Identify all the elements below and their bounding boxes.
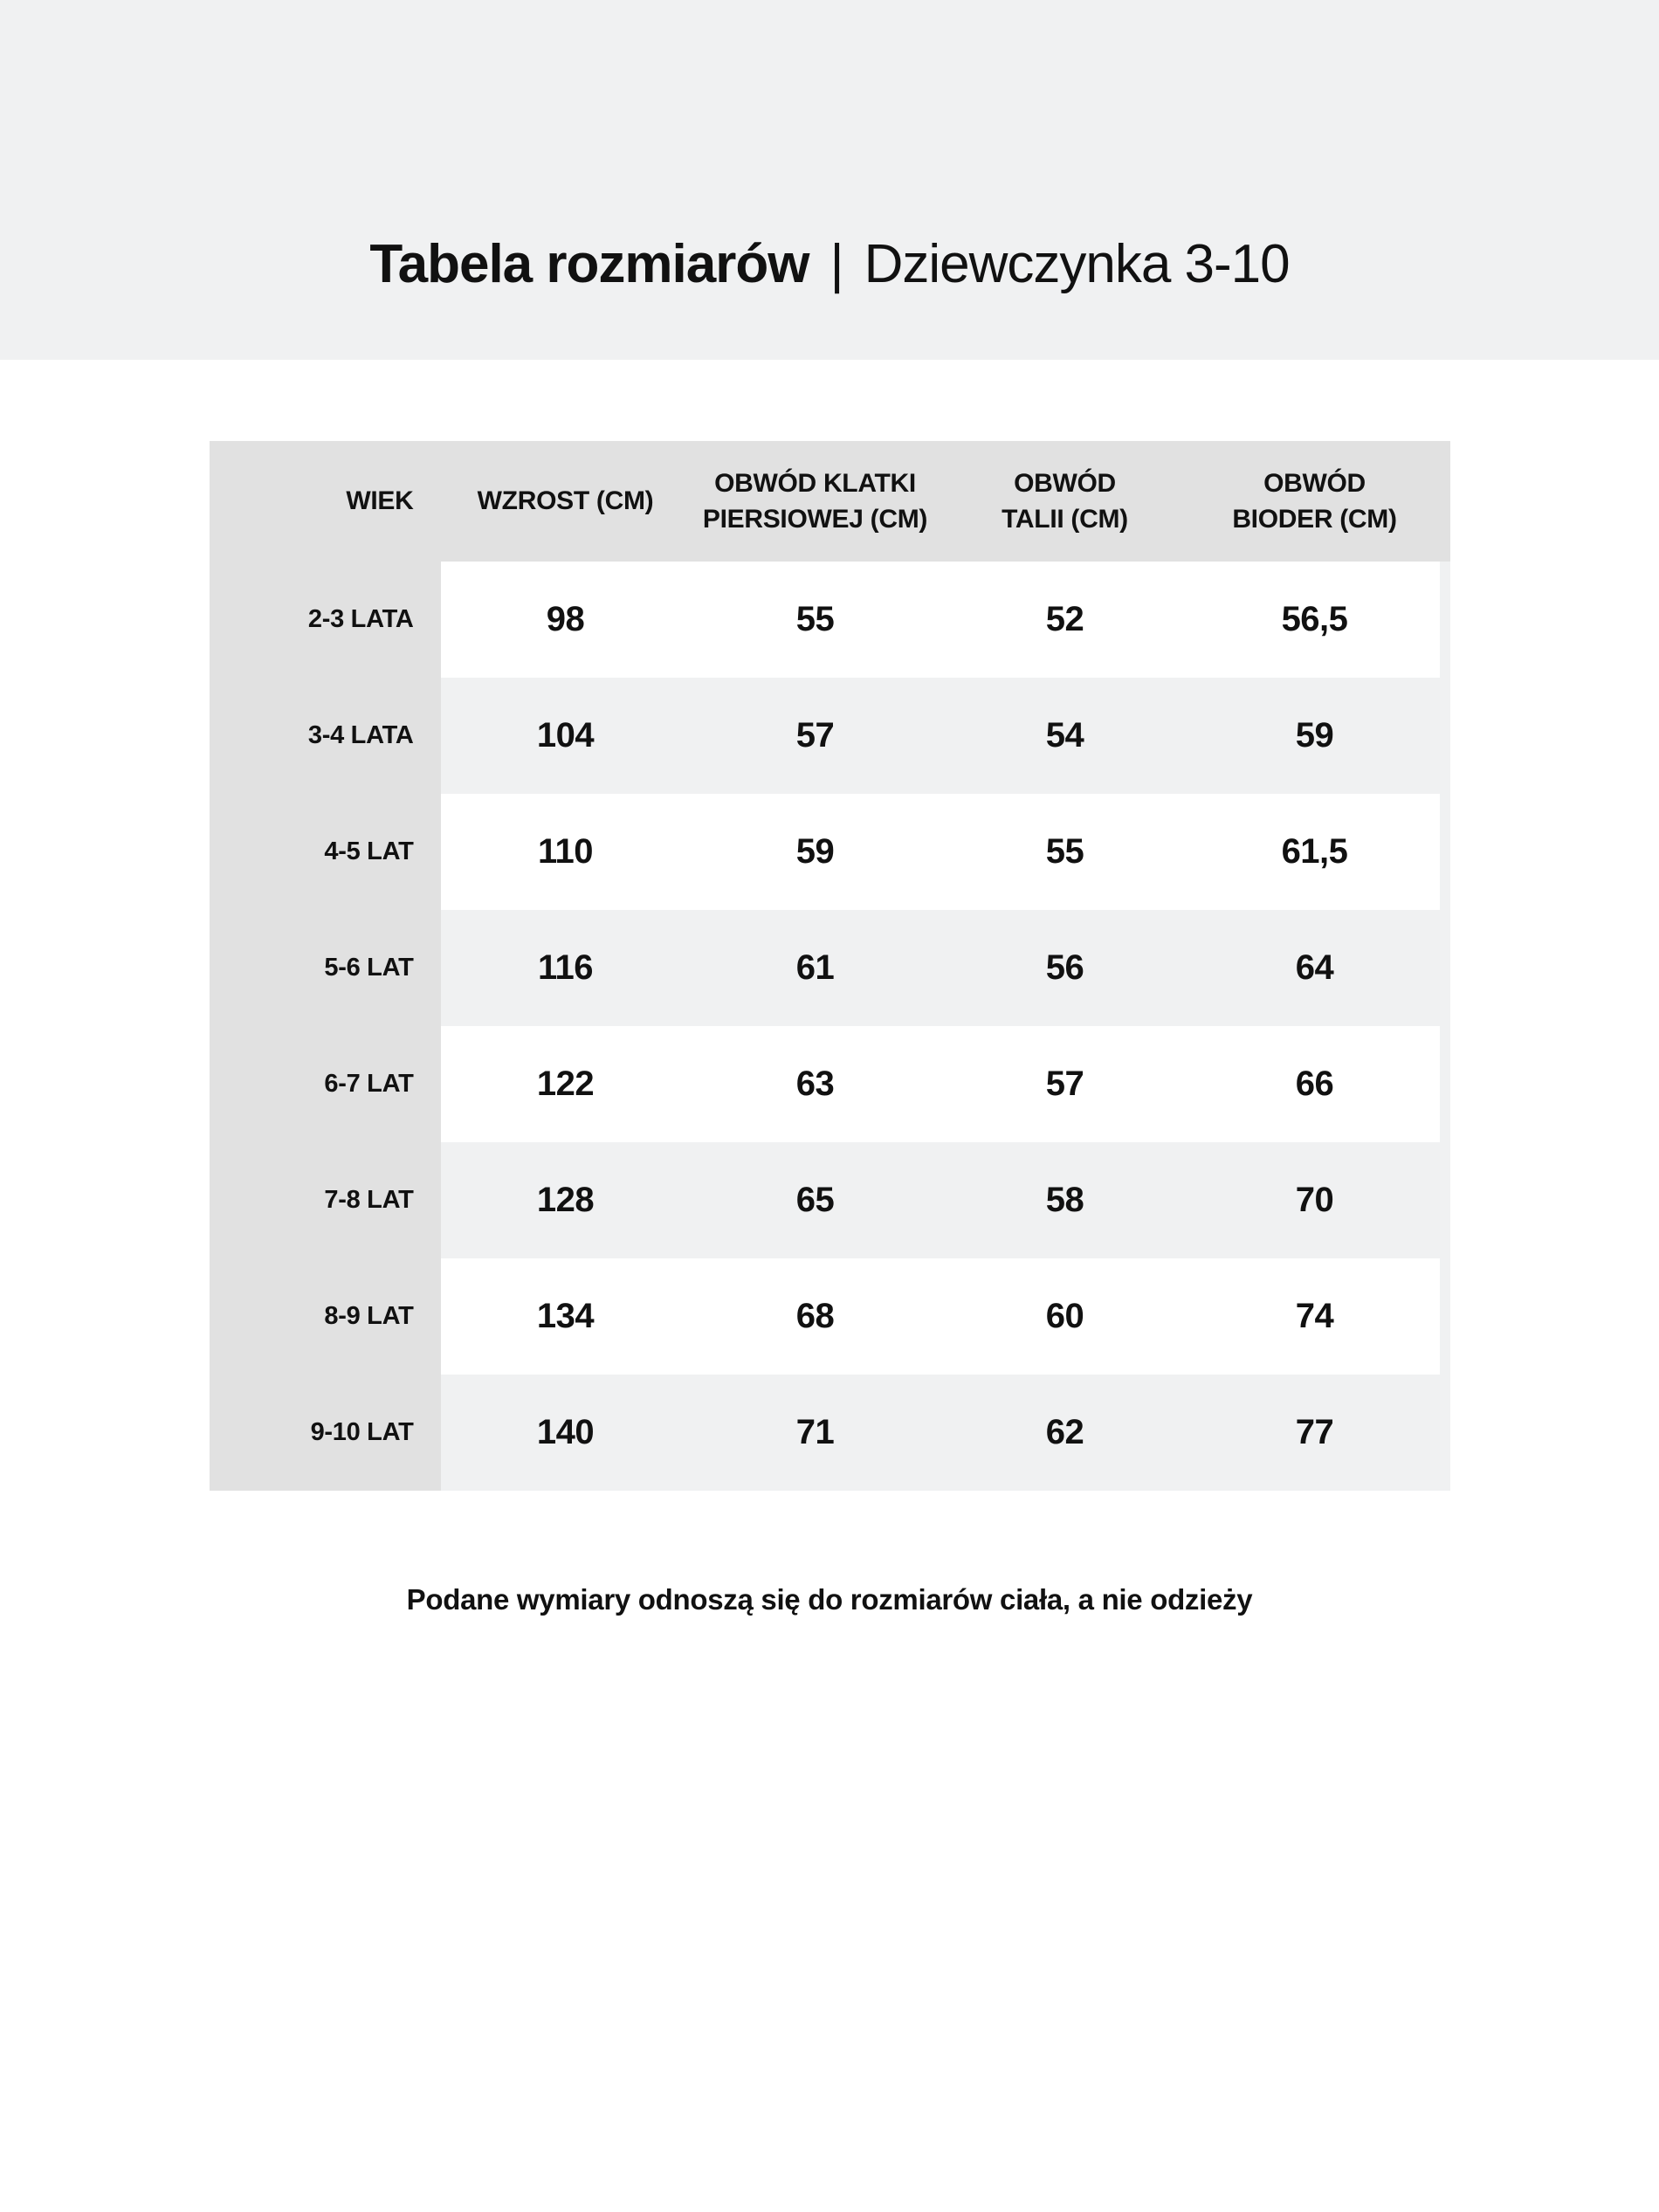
measurement-value-klatka: 71 <box>795 1413 835 1451</box>
measurement-value-wzrost: 116 <box>537 948 594 987</box>
size-row-9-10-lat <box>210 1375 1440 1491</box>
size-row-2-3-lata <box>210 562 1440 678</box>
column-header-talia <box>940 465 1190 538</box>
size-row-7-8-lat <box>210 1142 1440 1258</box>
measurement-value-klatka: 57 <box>795 716 835 755</box>
page-title <box>369 234 1290 294</box>
measurement-value-wzrost: 104 <box>536 716 595 755</box>
measurement-value-wzrost: 134 <box>536 1297 595 1335</box>
measurement-value-klatka: 61 <box>795 948 835 987</box>
page-title-section: Dziewczynka 3-10 <box>864 234 1290 294</box>
age-label: 4-5 LAT <box>210 794 441 910</box>
age-label: 3-4 LATA <box>210 678 441 794</box>
measurement-value-biodra: 56,5 <box>1281 600 1348 638</box>
column-header-line: TALII (CM) <box>1002 505 1128 534</box>
size-row-8-9-lat <box>210 1258 1440 1375</box>
size-row-3-4-lata <box>210 678 1440 794</box>
measurement-value-wzrost: 140 <box>536 1413 595 1451</box>
column-header-line: PIERSIOWEJ (CM) <box>702 505 928 534</box>
page-title-main: Tabela rozmiarów <box>369 234 809 294</box>
column-header-klatka <box>691 465 940 538</box>
measurement-value-talia: 56 <box>1045 948 1084 987</box>
column-header-line: OBWÓD <box>1014 468 1116 498</box>
measurement-value-talia: 58 <box>1045 1181 1084 1219</box>
measurement-value-talia: 55 <box>1045 832 1084 871</box>
size-row-5-6-lat <box>210 910 1440 1026</box>
measurement-value-klatka: 65 <box>795 1181 835 1219</box>
measurement-value-wzrost: 110 <box>537 832 594 871</box>
column-header-line: WZROST (CM) <box>477 486 654 516</box>
title-band <box>0 0 1659 360</box>
measurement-value-talia: 54 <box>1045 716 1084 755</box>
measurement-value-biodra: 70 <box>1295 1181 1334 1219</box>
measurement-value-klatka: 59 <box>795 832 835 871</box>
age-label: 5-6 LAT <box>210 910 441 1026</box>
column-header-wiek <box>210 483 441 519</box>
measurements-footnote: Podane wymiary odnoszą się do rozmiarów ciała, a nie odzieży <box>406 1583 1253 1616</box>
size-row-4-5-lat <box>210 794 1440 910</box>
age-label: 7-8 LAT <box>210 1142 441 1258</box>
age-label: 9-10 LAT <box>210 1375 441 1491</box>
measurement-value-klatka: 68 <box>795 1297 835 1335</box>
size-row-6-7-lat <box>210 1026 1440 1142</box>
age-label: 2-3 LATA <box>210 562 441 678</box>
measurement-value-biodra: 66 <box>1295 1065 1334 1103</box>
measurement-value-biodra: 59 <box>1295 716 1334 755</box>
column-header-line: BIODER (CM) <box>1232 505 1397 534</box>
measurement-value-biodra: 77 <box>1295 1413 1334 1451</box>
column-header-line: OBWÓD KLATKI <box>714 468 916 498</box>
column-header-line: WIEK <box>346 486 414 516</box>
measurement-value-talia: 60 <box>1045 1297 1084 1335</box>
size-guide-content <box>0 441 1659 1616</box>
age-label: 8-9 LAT <box>210 1258 441 1375</box>
column-header-line: OBWÓD <box>1263 468 1366 498</box>
measurement-value-talia: 57 <box>1045 1065 1084 1103</box>
measurement-value-wzrost: 128 <box>536 1181 595 1219</box>
measurement-value-biodra: 74 <box>1295 1297 1334 1335</box>
measurement-value-talia: 52 <box>1045 600 1084 638</box>
measurement-value-biodra: 61,5 <box>1281 832 1348 871</box>
size-table-body <box>210 562 1450 1491</box>
column-header-biodra <box>1190 465 1440 538</box>
measurement-value-talia: 62 <box>1045 1413 1084 1451</box>
measurement-value-wzrost: 122 <box>536 1065 595 1103</box>
size-table <box>210 441 1450 1491</box>
page-title-separator: | <box>830 234 843 294</box>
measurement-value-biodra: 64 <box>1295 948 1334 987</box>
measurement-value-klatka: 55 <box>795 600 835 638</box>
age-label: 6-7 LAT <box>210 1026 441 1142</box>
measurement-value-wzrost: 98 <box>546 600 585 638</box>
size-table-header-row <box>210 441 1450 562</box>
column-header-wzrost <box>441 483 691 519</box>
measurement-value-klatka: 63 <box>795 1065 835 1103</box>
